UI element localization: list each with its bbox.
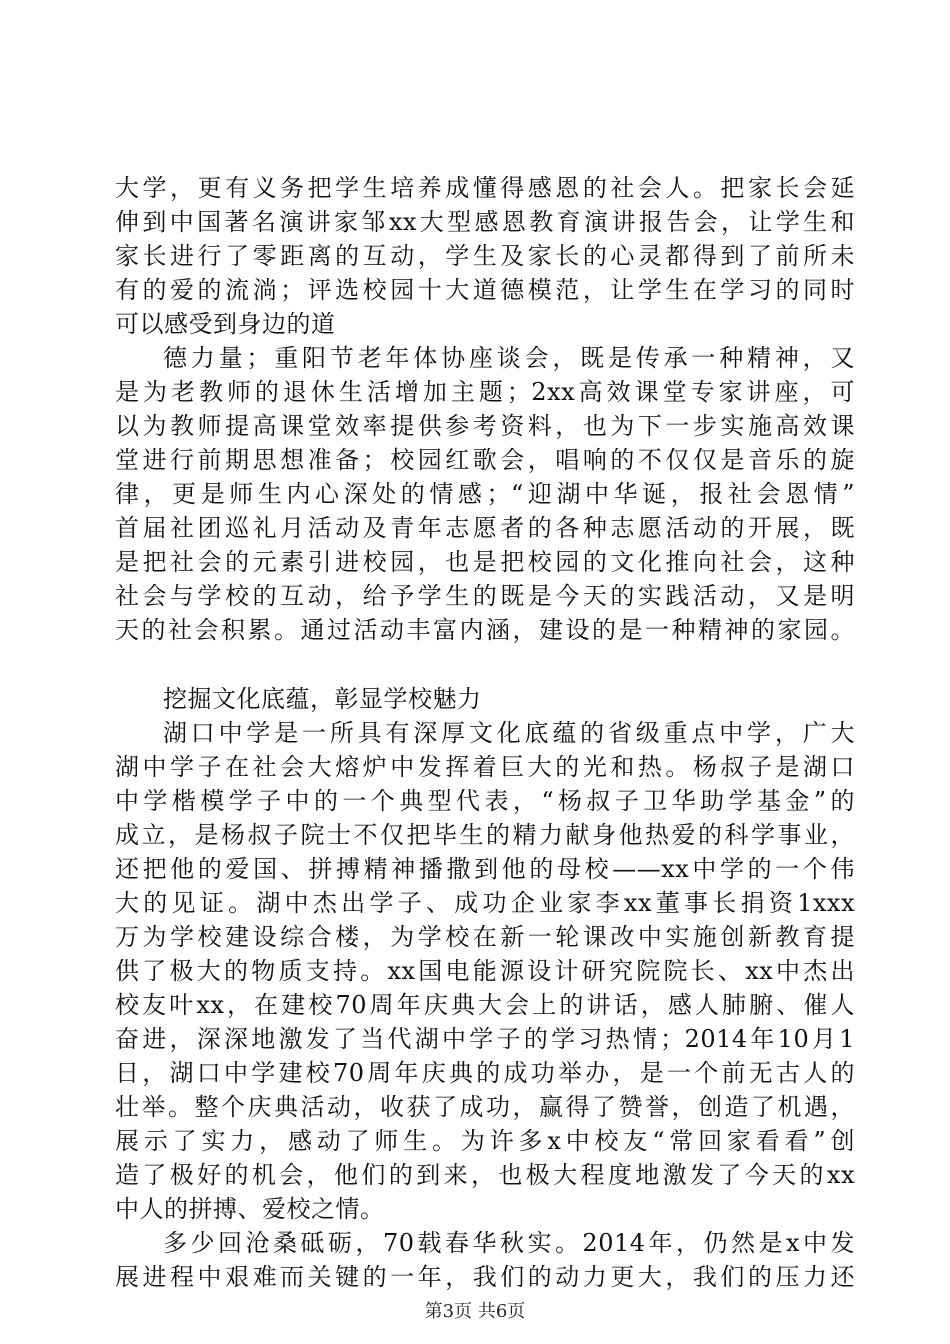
text-line: 展进程中艰难而关键的一年，我们的动力更大，我们的压力还 [115, 1263, 855, 1291]
text-line: 万为学校建设综合楼，为学校在新一轮课改中实施创新教育提 [115, 923, 855, 951]
text-line: 有的爱的流淌；评选校园十大道德模范，让学生在学习的同时 [115, 276, 855, 304]
text-line: 首届社团巡礼月活动及青年志愿者的各种志愿活动的开展，既 [115, 514, 855, 542]
text-line: 大学，更有义务把学生培养成懂得感恩的社会人。把家长会延 [115, 174, 855, 202]
text-line: 湖中学子在社会大熔炉中发挥着巨大的光和热。杨叔子是湖口 [115, 753, 855, 781]
text-line: 以为教师提高课堂效率提供参考资料，也为下一步实施高效课 [115, 412, 855, 440]
text-line: 德力量；重阳节老年体协座谈会，既是传承一种精神，又 [163, 344, 855, 372]
text-line: 成立，是杨叔子院士不仅把毕生的精力献身他热爱的科学事业， [115, 821, 855, 849]
text-line: 是为老教师的退休生活增加主题；2xx高效课堂专家讲座，可 [115, 378, 855, 406]
page-footer: 第3页 共6页 [424, 1301, 526, 1322]
text-line: 堂进行前期思想准备；校园红歌会，唱响的不仅仅是音乐的旋 [115, 446, 855, 474]
text-line: 大的见证。湖中杰出学子、成功企业家李xx董事长捐资1xxx [115, 889, 855, 917]
text-line: 中人的拼搏、爱校之情。 [115, 1195, 385, 1223]
text-line: 壮举。整个庆典活动，收获了成功，赢得了赞誉，创造了机遇， [115, 1093, 855, 1121]
text-line: 还把他的爱国、拼搏精神播撒到他的母校——xx中学的一个伟 [115, 855, 855, 883]
section-heading: 挖掘文化底蕴，彰显学校魅力 [163, 685, 482, 713]
text-line: 造了极好的机会，他们的到来，也极大程度地激发了今天的xx [115, 1161, 855, 1189]
text-line: 是把社会的元素引进校园，也是把校园的文化推向社会，这种 [115, 548, 855, 576]
text-line: 中学楷模学子中的一个典型代表，“杨叔子卫华助学基金”的 [115, 787, 855, 815]
text-line: 日，湖口中学建校70周年庆典的成功举办，是一个前无古人的 [115, 1059, 855, 1087]
text-line: 湖口中学是一所具有深厚文化底蕴的省级重点中学，广大 [163, 719, 855, 747]
text-line: 天的社会积累。通过活动丰富内涵，建设的是一种精神的家园。 [115, 616, 855, 644]
text-line: 展示了实力，感动了师生。为许多x中校友“常回家看看”创 [115, 1127, 855, 1155]
text-line: 多少回沧桑砥砺，70载春华秋实。2014年，仍然是x中发 [163, 1229, 855, 1257]
text-line: 可以感受到身边的道 [115, 310, 336, 338]
text-line: 奋进，深深地激发了当代湖中学子的学习热情；2014年10月1 [115, 1025, 855, 1053]
text-line: 家长进行了零距离的互动，学生及家长的心灵都得到了前所未 [115, 242, 855, 270]
text-line: 校友叶xx，在建校70周年庆典大会上的讲话，感人肺腑、催人 [115, 991, 855, 1019]
text-line: 律，更是师生内心深处的情感；“迎湖中华诞，报社会恩情” [115, 480, 855, 508]
text-line: 伸到中国著名演讲家邹xx大型感恩教育演讲报告会，让学生和 [115, 208, 855, 236]
text-line: 社会与学校的互动，给予学生的既是今天的实践活动，又是明 [115, 582, 855, 610]
text-line: 供了极大的物质支持。xx国电能源设计研究院院长、xx中杰出 [115, 957, 855, 985]
